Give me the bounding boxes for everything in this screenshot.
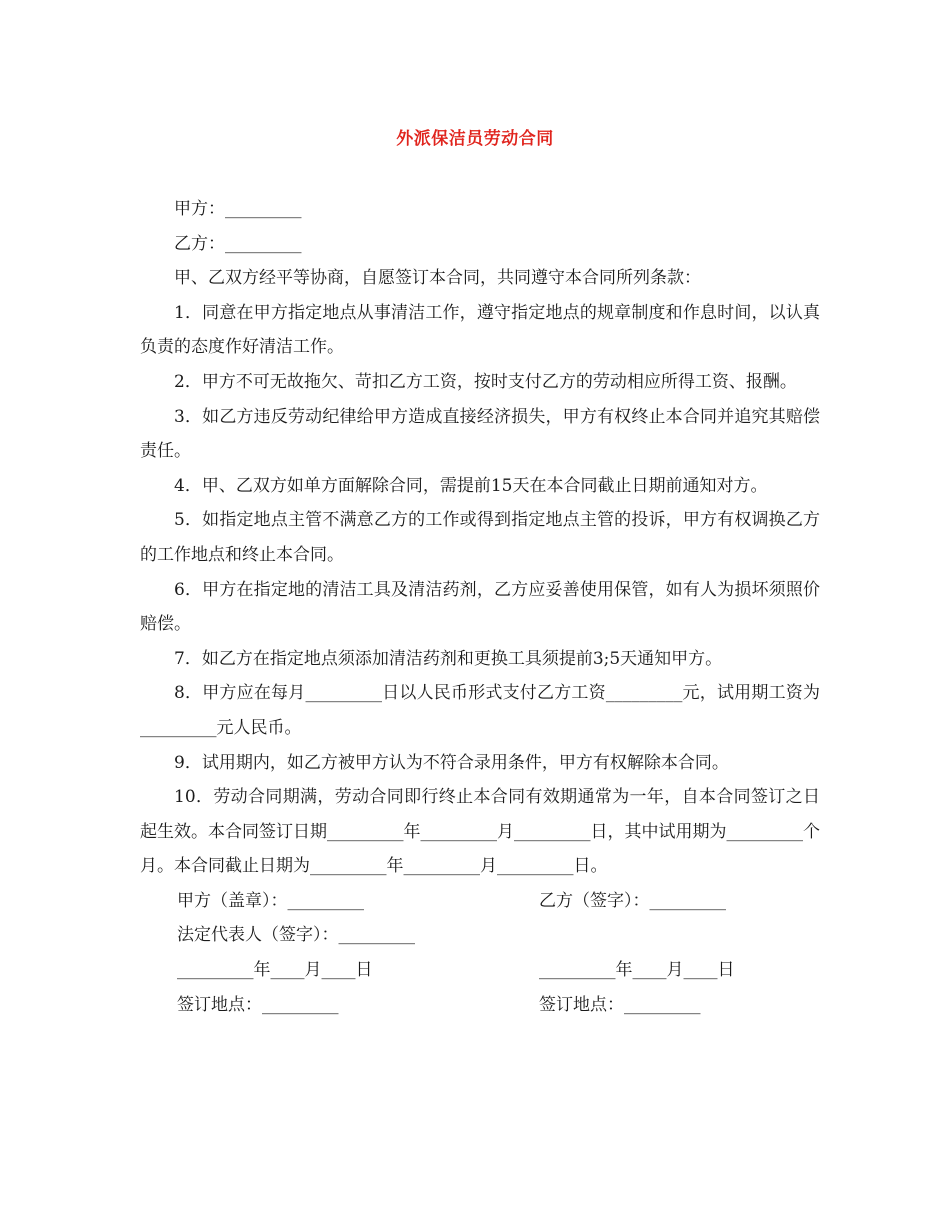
- signature-row-legal-rep: [140, 918, 820, 953]
- party-b-signature: 乙方（签字）：_________: [539, 890, 726, 911]
- clause-1: 1．同意在甲方指定地点从事清洁工作，遵守指定地点的规章制度和作息时间，以认真负责的态度作好清洁工作。: [140, 302, 820, 358]
- signature-row-parties: [140, 884, 820, 919]
- party-a-seal: 甲方（盖章）：_________: [177, 890, 364, 911]
- party-a-line: 甲方：_________: [174, 199, 302, 219]
- clause-7: 7．如乙方在指定地点须添加清洁药剂和更换工具须提前3;5天通知甲方。: [174, 648, 723, 669]
- contract-body: [140, 192, 820, 1022]
- party-a-date: _________年____月____日: [177, 960, 373, 981]
- clause-4: 4．甲、乙双方如单方面解除合同，需提前15天在本合同截止日期前通知对方。: [174, 475, 768, 496]
- party-a-signing-place: 签订地点：_________: [177, 994, 339, 1015]
- clause-2: 2．甲方不可无故拖欠、苛扣乙方工资，按时支付乙方的劳动相应所得工资、报酬。: [174, 371, 797, 392]
- party-b-date: _________年____月____日: [539, 960, 735, 981]
- preamble: 甲、乙双方经平等协商，自愿签订本合同，共同遵守本合同所列条款：: [174, 268, 701, 289]
- signature-row-places: [140, 988, 820, 1023]
- legal-representative: 法定代表人（签字）：_________: [177, 925, 415, 946]
- document-title: 外派保洁员劳动合同: [396, 129, 554, 149]
- clause-8: 8．甲方应在每月_________日以人民币形式支付乙方工资_________元，试用期工资为_________元人民币。: [140, 683, 820, 738]
- clause-10: 10．劳动合同期满，劳动合同即行终止本合同有效期通常为一年，自本合同签订之日起生效。本合同签订日期_________年_________月_________日，其中试用期为_________个月。本合同截止日期为_________年_________月_________日。: [140, 787, 820, 877]
- clause-6: 6．甲方在指定地的清洁工具及清洁药剂，乙方应妥善使用保管，如有人为损坏须照价赔偿。: [140, 579, 820, 635]
- signature-row-dates: [140, 953, 820, 988]
- clause-9: 9．试用期内，如乙方被甲方认为不符合录用条件，甲方有权解除本合同。: [174, 752, 729, 773]
- party-b-line: 乙方：_________: [174, 233, 302, 254]
- clause-3: 3．如乙方违反劳动纪律给甲方造成直接经济损失，甲方有权终止本合同并追究其赔偿责任。: [140, 406, 820, 462]
- clause-5: 5．如指定地点主管不满意乙方的工作或得到指定地点主管的投诉，甲方有权调换乙方的工作地点和终止本合同。: [140, 510, 820, 565]
- party-b-signing-place: 签订地点：_________: [539, 994, 701, 1015]
